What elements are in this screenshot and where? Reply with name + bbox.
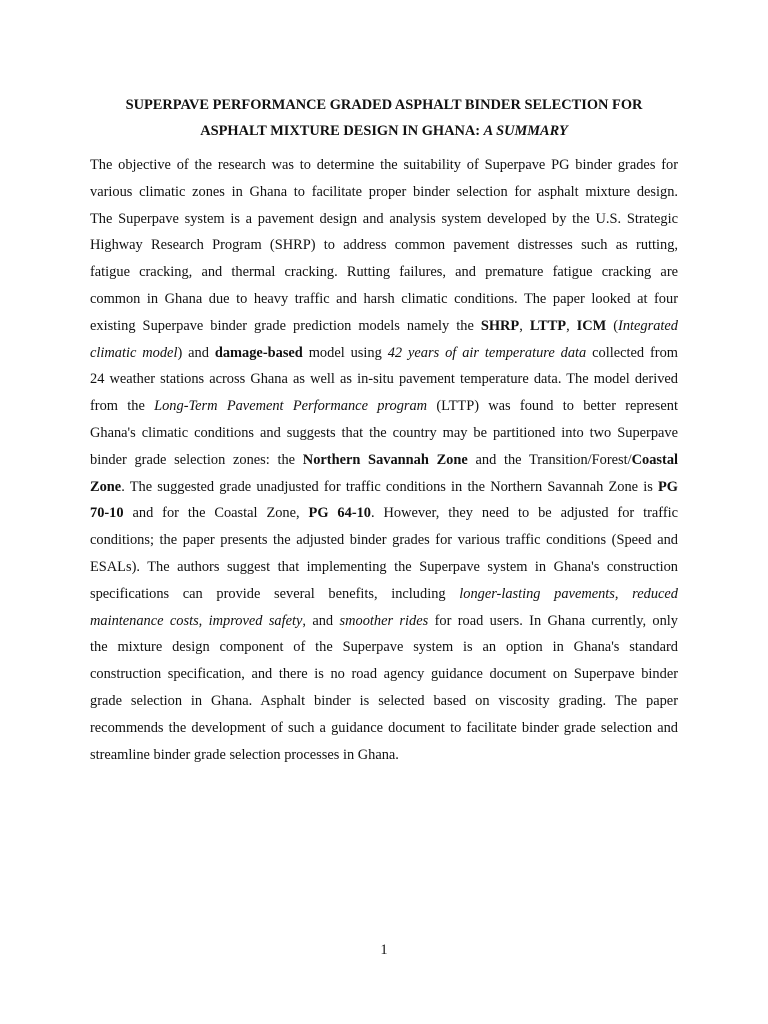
text-run: model using	[302, 344, 388, 361]
paragraph-line	[90, 340, 678, 367]
italic-text: Integrated	[618, 317, 678, 334]
bold-text: Northern Savannah Zone	[302, 451, 468, 468]
bold-text: damage-based	[214, 344, 303, 361]
paragraph-line	[90, 474, 678, 501]
paragraph-line: various climatic zones in Ghana to facilitate proper binder selection for asphalt mixture design.	[90, 183, 678, 200]
bold-text: SHRP	[480, 317, 520, 334]
italic-text: longer-lasting pavements	[459, 585, 615, 602]
paragraph-line: construction specification, and there is no road agency guidance document on Superpave binder	[90, 666, 678, 683]
text-run: binder grade selection zones: the	[90, 451, 303, 468]
title-main-text: ASPHALT MIXTURE DESIGN IN GHANA:	[200, 123, 484, 139]
paragraph-line: fatigue cracking, and thermal cracking. Rutting failures, and premature fatigue cracking are	[90, 264, 678, 281]
text-run: ,	[566, 317, 577, 334]
paragraph-line: 24 weather stations across Ghana as well as in-situ pavement temperature data. The model derived	[90, 371, 678, 388]
text-run: . However, they need to be adjusted for traffic	[371, 505, 679, 522]
text-run: from the	[90, 398, 155, 415]
italic-text: improved safety	[208, 612, 303, 629]
paragraph-line: Ghana's climatic conditions and suggests that the country may be partitioned into two Superpave	[90, 424, 678, 441]
paragraph-line: common in Ghana due to heavy traffic and harsh climatic conditions. The paper looked at four	[90, 290, 678, 307]
paragraph-line: The objective of the research was to determine the suitability of Superpave PG binder grades for	[90, 157, 678, 173]
paragraph-line	[90, 581, 678, 608]
paragraph-line	[90, 447, 678, 474]
italic-text: 42 years of air temperature data	[387, 344, 587, 361]
paragraph-line: The Superpave system is a pavement design and analysis system developed by the U.S. Strategic	[90, 210, 678, 227]
paragraph-line: streamline binder grade selection processes in Ghana.	[90, 746, 399, 763]
paragraph-line: the mixture design component of the Superpave system is an option in Ghana's standard	[90, 639, 678, 656]
summary-paragraph	[90, 152, 678, 768]
text-run: and the Transition/Forest/	[467, 451, 632, 468]
text-run: ,	[198, 612, 209, 629]
bold-text: LTTP	[529, 317, 567, 334]
text-run: ,	[614, 585, 633, 602]
paragraph-line	[90, 313, 678, 340]
bold-text: Coastal	[631, 451, 679, 468]
italic-text: climatic model	[90, 344, 178, 361]
paragraph-line: grade selection in Ghana. Asphalt binder is selected based on viscosity grading. The paper	[90, 692, 678, 709]
bold-text: PG 64-10	[308, 505, 372, 522]
paragraph-line	[90, 500, 678, 527]
title-line-2	[90, 118, 678, 144]
text-run: , and	[302, 612, 340, 629]
page-number: 1	[380, 942, 388, 958]
paragraph-line: recommends the development of such a guidance document to facilitate binder grade selection and	[90, 719, 678, 736]
paragraph-line: ESALs). The authors suggest that implementing the Superpave system in Ghana's construction	[90, 558, 678, 575]
italic-text: smoother rides	[339, 612, 429, 629]
text-run: and for the Coastal Zone,	[123, 505, 309, 522]
bold-text: Zone	[90, 478, 122, 495]
bold-text: 70-10	[90, 505, 124, 522]
paragraph-line	[90, 393, 678, 420]
text-run: collected from	[586, 344, 678, 361]
bold-text: ICM	[576, 317, 607, 334]
italic-text: maintenance costs	[90, 612, 199, 629]
paragraph-line: Highway Research Program (SHRP) to address common pavement distresses such as rutting,	[90, 237, 678, 254]
document-title	[90, 92, 678, 144]
text-run: (LTTP) was found to better represent	[427, 398, 678, 415]
italic-text: Long-Term Pavement Performance program	[154, 398, 428, 415]
text-run: . The suggested grade unadjusted for traffic conditions in the Northern Savannah Zone is	[121, 478, 659, 495]
text-run: (	[606, 317, 619, 334]
title-italic-text: A SUMMARY	[483, 123, 568, 139]
text-run: existing Superpave binder grade prediction models namely the	[90, 317, 481, 334]
italic-text: reduced	[632, 585, 678, 602]
title-line-1: SUPERPAVE PERFORMANCE GRADED ASPHALT BINDER SELECTION FOR	[125, 97, 643, 113]
text-run: ,	[519, 317, 530, 334]
text-run: for road users. In Ghana currently, only	[428, 612, 679, 629]
paragraph-line	[90, 608, 678, 635]
text-run: ) and	[177, 344, 215, 361]
text-run: specifications can provide several benefits, including	[90, 585, 460, 602]
paragraph-line: conditions; the paper presents the adjusted binder grades for various traffic conditions (Speed and	[90, 532, 678, 549]
bold-text: PG	[658, 478, 678, 495]
